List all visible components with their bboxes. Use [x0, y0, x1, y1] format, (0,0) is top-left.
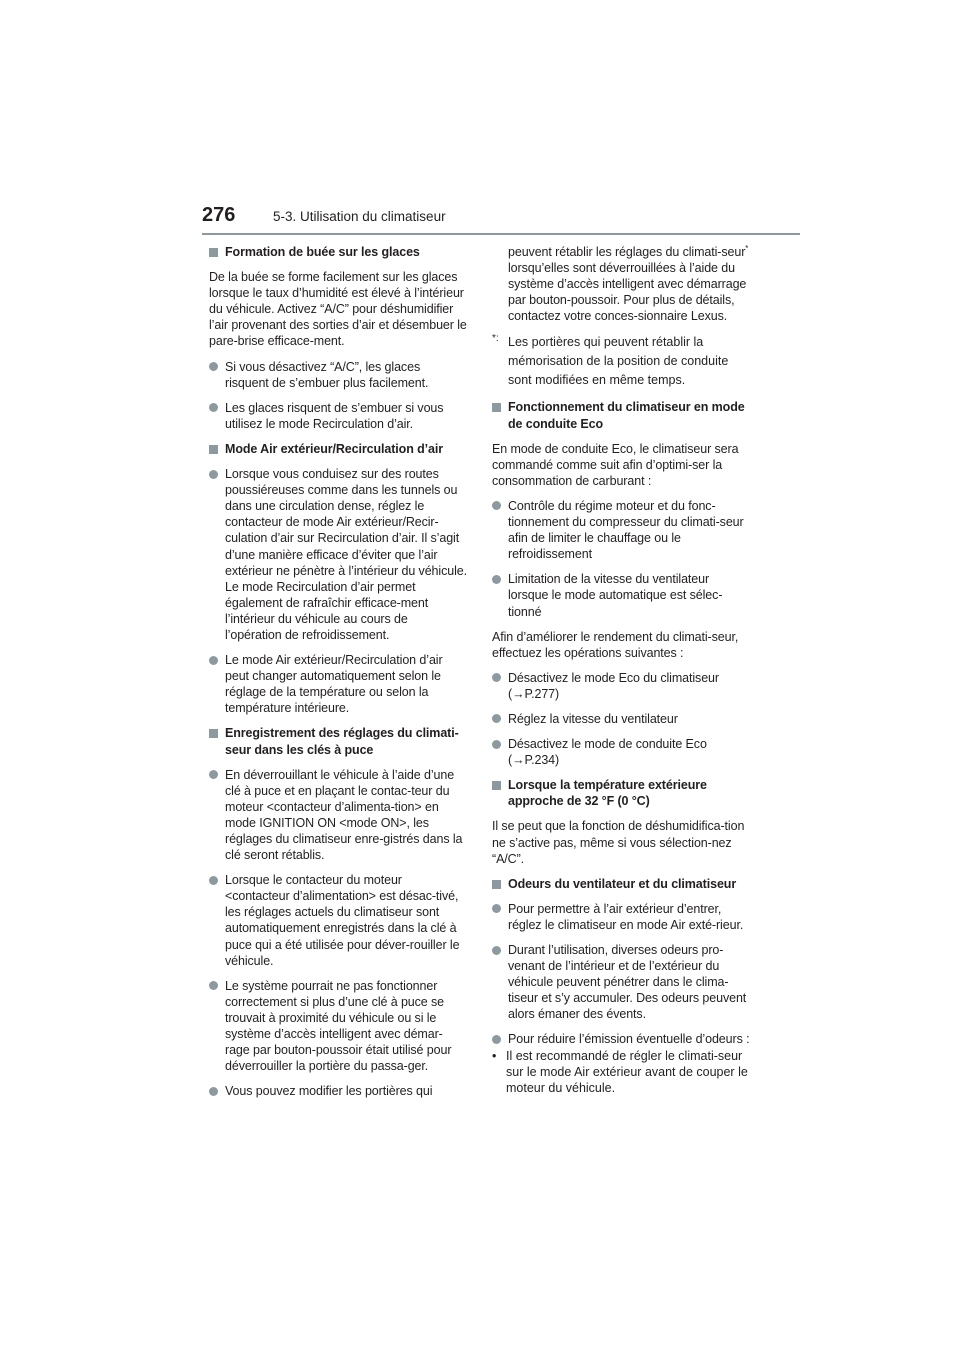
paragraph-dehumidify: Il se peut que la fonction de déshumidifica-tion ne s’active pas, même si vous sélection-nez “A/C”.	[492, 819, 745, 866]
left-column	[209, 244, 467, 1108]
page-reference-link[interactable]: (→P.277)	[508, 686, 560, 701]
square-bullet-icon	[492, 781, 501, 790]
paragraph-efficiency: Afin d’améliorer le rendement du climati-seur, effectuez les opérations suivantes :	[492, 629, 739, 660]
heading-outside-temperature: Lorsque la température extérieure approche de 32 °F (0 °C)	[492, 777, 750, 809]
bullet-item: Les glaces risquent de s’embuer si vous utilisez le mode Recirculation d’air.	[209, 400, 467, 432]
bullet-item: Réglez la vitesse du ventilateur	[492, 711, 750, 727]
bullet-item: Pour permettre à l’air extérieur d’entrer, réglez le climatiseur en mode Air exté-rieur.	[492, 901, 750, 933]
circle-bullet-icon	[492, 575, 501, 584]
footnote-marker: *:	[492, 333, 499, 345]
circle-bullet-icon	[492, 946, 501, 955]
header-rule	[202, 233, 800, 235]
circle-bullet-icon	[209, 470, 218, 479]
page-number: 276	[202, 204, 236, 226]
bullet-item: Le mode Air extérieur/Recirculation d’air peut changer automatiquement selon le réglage de la température ou selon la température intérieure.	[209, 652, 467, 716]
bullet-item: Si vous désactivez “A/C”, les glaces risquent de s’embuer plus facilement.	[209, 359, 467, 391]
heading-odors: Odeurs du ventilateur et du climatiseur	[492, 876, 750, 892]
heading-fog: Formation de buée sur les glaces	[209, 244, 467, 260]
circle-bullet-icon	[209, 656, 218, 665]
circle-bullet-icon	[492, 501, 501, 510]
bullet-continuation: peuvent rétablir les réglages du climati-seur* lorsqu’elles sont déverrouillées à l’aide du système d’accès intelligent avec démarrage par bouton-poussoir. Pour plus de détails, contactez votre conces-sionnaire Lexus.	[508, 243, 749, 324]
bullet-item: Lorsque vous conduisez sur des routes poussiéreuses comme dans les tunnels ou dans une circulation dense, réglez le contacteur de mode Air extérieur/Recir-culation d’air sur Recirculation d’air. Il s’agit d’une manière efficace d’éviter que l’air extérieur ne pénètre à l’intérieur du véhicule. Le mode Recirculation d’air permet également de rafraîchir efficace-ment l’intérieur du véhicule au cours de l’opération de refroidissement.	[209, 466, 467, 643]
circle-bullet-icon	[209, 770, 218, 779]
bullet-item: Contrôle du régime moteur et du fonc-tionnement du compresseur du climati-seur afin de limiter le chauffage ou le refroidissement	[492, 498, 750, 562]
paragraph-eco: En mode de conduite Eco, le climatiseur sera commandé comme suit afin d’optimi-ser la consommation de carburant :	[492, 441, 739, 488]
square-bullet-icon	[209, 729, 218, 738]
bullet-item: Durant l’utilisation, diverses odeurs pro-venant de l’intérieur et de l’extérieur du véhicule peuvent pénétrer dans le clima-tiseur et s’y accumuler. Des odeurs peuvent alors émaner des évents.	[492, 942, 750, 1022]
circle-bullet-icon	[492, 904, 501, 913]
circle-bullet-icon	[209, 1087, 218, 1096]
circle-bullet-icon	[492, 714, 501, 723]
dash-marker: •	[492, 1048, 497, 1063]
footnote-star: *	[745, 243, 749, 253]
circle-bullet-icon	[492, 740, 501, 749]
circle-bullet-icon	[209, 403, 218, 412]
square-bullet-icon	[209, 445, 218, 454]
bullet-item: Lorsque le contacteur du moteur <contacteur d’alimentation> est désac-tivé, les réglages actuels du climatiseur sont automatiquement enregistrés dans la clé à puce qui a été utilisée pour déver-rouiller le véhicule.	[209, 872, 467, 969]
bullet-item: Désactivez le mode Eco du climatiseur (→P.277)	[492, 670, 750, 702]
page-reference-link[interactable]: (→P.234)	[508, 753, 560, 768]
circle-bullet-icon	[492, 673, 501, 682]
circle-bullet-icon	[209, 876, 218, 885]
paragraph-fog: De la buée se forme facilement sur les glaces lorsque le taux d’humidité est élevé à l’intérieur du véhicule. Activez “A/C” pour déshumidifier l’air provenant des sorties d’air et désembuer le pare-brise efficace-ment.	[209, 270, 467, 349]
heading-eco-mode: Fonctionnement du climatiseur en mode de conduite Eco	[492, 399, 750, 431]
square-bullet-icon	[492, 403, 501, 412]
bullet-item: Désactivez le mode de conduite Eco (→P.234)	[492, 736, 750, 768]
dash-item: • Il est recommandé de régler le climati-seur sur le mode Air extérieur avant de couper le moteur du véhicule.	[492, 1048, 748, 1095]
circle-bullet-icon	[492, 1035, 501, 1044]
heading-air-mode: Mode Air extérieur/Recirculation d’air	[209, 441, 467, 457]
circle-bullet-icon	[209, 981, 218, 990]
bullet-item: Limitation de la vitesse du ventilateur lorsque le mode automatique est sélec-tionné	[492, 571, 750, 619]
right-column	[492, 244, 750, 1096]
footnote: *: Les portières qui peuvent rétablir la mémorisation de la position de conduite sont modifiées en même temps.	[492, 333, 750, 390]
square-bullet-icon	[209, 248, 218, 257]
square-bullet-icon	[492, 880, 501, 889]
circle-bullet-icon	[209, 362, 218, 371]
heading-smart-key-settings: Enregistrement des réglages du climati-seur dans les clés à puce	[209, 725, 467, 757]
bullet-item: Le système pourrait ne pas fonctionner correctement si plus d’une clé à puce se trouvait à proximité du véhicule ou si le système d’accès intelligent avec démar-rage par bouton-poussoir était utilisé pour déverrouiller la portière du passa-ger.	[209, 978, 467, 1075]
bullet-item: Vous pouvez modifier les portières qui	[209, 1083, 467, 1099]
section-title: 5-3. Utilisation du climatiseur	[273, 209, 446, 224]
bullet-item: En déverrouillant le véhicule à l’aide d’une clé à puce et en plaçant le contac-teur du moteur <contacteur d’alimenta-tion> en mode IGNITION ON <mode ON>, les réglages du climatiseur enre-gistrés dans la clé seront rétablis.	[209, 767, 467, 864]
bullet-item: Pour réduire l’émission éventuelle d’odeurs :	[492, 1031, 750, 1047]
